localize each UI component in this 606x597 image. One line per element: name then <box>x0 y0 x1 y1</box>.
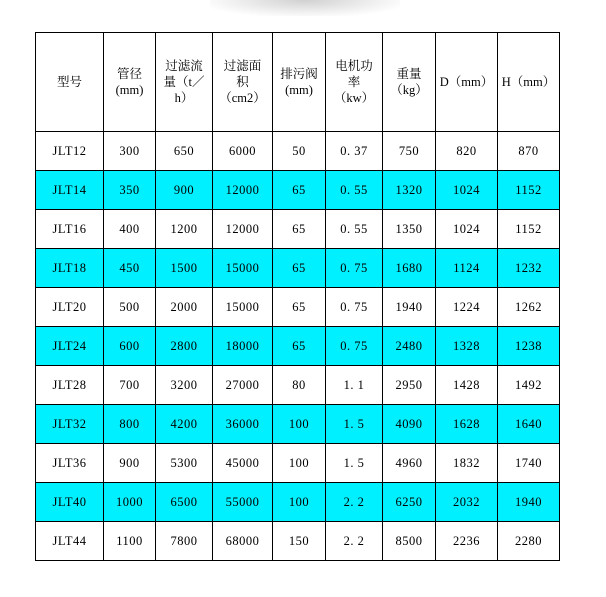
cell-weight: 4090 <box>383 405 436 444</box>
table-header <box>36 33 560 132</box>
scan-smudge <box>210 0 400 16</box>
cell-motor-power: 0. 75 <box>326 249 383 288</box>
header-line: h） <box>174 91 194 105</box>
cell-filter-area: 18000 <box>213 327 273 366</box>
header-line: （cm2） <box>219 91 266 105</box>
header-cell-pipe-diameter <box>104 33 156 132</box>
cell-filter-flow: 2800 <box>156 327 213 366</box>
cell-d: 1224 <box>436 288 498 327</box>
cell-motor-power: 2. 2 <box>326 483 383 522</box>
header-cell-filter-area <box>213 33 273 132</box>
cell-pipe-diameter: 900 <box>104 444 156 483</box>
cell-motor-power: 1. 5 <box>326 444 383 483</box>
cell-weight: 1680 <box>383 249 436 288</box>
header-cell-weight <box>383 33 436 132</box>
cell-drain-valve: 150 <box>273 522 326 561</box>
cell-weight: 8500 <box>383 522 436 561</box>
table-row <box>36 171 560 210</box>
header-cell-d <box>436 33 498 132</box>
table-row <box>36 249 560 288</box>
cell-filter-area: 15000 <box>213 288 273 327</box>
cell-filter-flow: 900 <box>156 171 213 210</box>
cell-drain-valve: 80 <box>273 366 326 405</box>
specification-table <box>35 32 560 561</box>
header-line: （kg） <box>390 83 428 97</box>
header-line: (mm) <box>115 83 144 97</box>
cell-filter-flow: 7800 <box>156 522 213 561</box>
header-line: D（mm） <box>439 75 494 89</box>
cell-pipe-diameter: 1100 <box>104 522 156 561</box>
header-line: 管径 <box>116 67 142 81</box>
cell-filter-flow: 2000 <box>156 288 213 327</box>
cell-model: JLT32 <box>36 405 104 444</box>
table-row <box>36 444 560 483</box>
cell-motor-power: 2. 2 <box>326 522 383 561</box>
table-row <box>36 132 560 171</box>
table-row <box>36 405 560 444</box>
table-row <box>36 483 560 522</box>
cell-weight: 1320 <box>383 171 436 210</box>
header-line: 过滤流 <box>165 59 203 73</box>
cell-pipe-diameter: 600 <box>104 327 156 366</box>
cell-drain-valve: 65 <box>273 288 326 327</box>
cell-filter-flow: 4200 <box>156 405 213 444</box>
cell-filter-flow: 1500 <box>156 249 213 288</box>
cell-h: 1640 <box>498 405 560 444</box>
spec-table-container <box>35 32 559 561</box>
cell-h: 1740 <box>498 444 560 483</box>
cell-d: 1428 <box>436 366 498 405</box>
cell-h: 1262 <box>498 288 560 327</box>
cell-model: JLT24 <box>36 327 104 366</box>
cell-filter-area: 45000 <box>213 444 273 483</box>
header-line: H（mm） <box>501 75 556 89</box>
cell-weight: 1940 <box>383 288 436 327</box>
cell-h: 870 <box>498 132 560 171</box>
cell-h: 1152 <box>498 210 560 249</box>
cell-model: JLT36 <box>36 444 104 483</box>
header-line: 率 <box>347 75 361 89</box>
cell-filter-flow: 1200 <box>156 210 213 249</box>
cell-filter-area: 12000 <box>213 171 273 210</box>
cell-filter-area: 36000 <box>213 405 273 444</box>
cell-weight: 2480 <box>383 327 436 366</box>
cell-d: 1024 <box>436 171 498 210</box>
cell-weight: 4960 <box>383 444 436 483</box>
cell-filter-area: 68000 <box>213 522 273 561</box>
cell-drain-valve: 65 <box>273 210 326 249</box>
header-cell-model <box>36 33 104 132</box>
cell-d: 2236 <box>436 522 498 561</box>
cell-d: 820 <box>436 132 498 171</box>
header-line: 排污阀 <box>280 67 318 81</box>
cell-pipe-diameter: 400 <box>104 210 156 249</box>
header-line: 电机功 <box>335 59 373 73</box>
cell-weight: 2950 <box>383 366 436 405</box>
cell-motor-power: 0. 37 <box>326 132 383 171</box>
cell-pipe-diameter: 1000 <box>104 483 156 522</box>
header-cell-motor-power <box>326 33 383 132</box>
header-cell-h <box>498 33 560 132</box>
cell-h: 1492 <box>498 366 560 405</box>
cell-filter-flow: 5300 <box>156 444 213 483</box>
header-cell-filter-flow <box>156 33 213 132</box>
cell-filter-flow: 650 <box>156 132 213 171</box>
header-cell-drain-valve <box>273 33 326 132</box>
cell-motor-power: 1. 5 <box>326 405 383 444</box>
cell-drain-valve: 100 <box>273 405 326 444</box>
cell-pipe-diameter: 450 <box>104 249 156 288</box>
cell-drain-valve: 65 <box>273 249 326 288</box>
cell-model: JLT12 <box>36 132 104 171</box>
cell-model: JLT44 <box>36 522 104 561</box>
cell-drain-valve: 50 <box>273 132 326 171</box>
cell-motor-power: 0. 55 <box>326 171 383 210</box>
header-row <box>36 33 560 132</box>
header-line: 型号 <box>56 75 82 89</box>
cell-h: 1232 <box>498 249 560 288</box>
cell-model: JLT18 <box>36 249 104 288</box>
cell-d: 1124 <box>436 249 498 288</box>
cell-filter-flow: 6500 <box>156 483 213 522</box>
cell-h: 1238 <box>498 327 560 366</box>
cell-model: JLT14 <box>36 171 104 210</box>
header-line: 积 <box>236 75 249 89</box>
cell-weight: 750 <box>383 132 436 171</box>
cell-motor-power: 0. 55 <box>326 210 383 249</box>
cell-model: JLT28 <box>36 366 104 405</box>
cell-d: 1328 <box>436 327 498 366</box>
cell-pipe-diameter: 500 <box>104 288 156 327</box>
cell-filter-area: 15000 <box>213 249 273 288</box>
cell-d: 2032 <box>436 483 498 522</box>
cell-pipe-diameter: 700 <box>104 366 156 405</box>
header-line: （kw） <box>333 91 375 105</box>
table-body <box>36 132 560 561</box>
cell-filter-area: 6000 <box>213 132 273 171</box>
cell-h: 1152 <box>498 171 560 210</box>
cell-motor-power: 0. 75 <box>326 327 383 366</box>
cell-h: 2280 <box>498 522 560 561</box>
header-line: (mm) <box>285 83 313 97</box>
cell-drain-valve: 100 <box>273 444 326 483</box>
header-line: 过滤面 <box>223 59 262 73</box>
cell-drain-valve: 100 <box>273 483 326 522</box>
cell-d: 1024 <box>436 210 498 249</box>
cell-drain-valve: 65 <box>273 327 326 366</box>
cell-h: 1940 <box>498 483 560 522</box>
cell-weight: 6250 <box>383 483 436 522</box>
cell-filter-flow: 3200 <box>156 366 213 405</box>
cell-pipe-diameter: 300 <box>104 132 156 171</box>
header-line: 量（t／ <box>163 75 205 89</box>
cell-d: 1628 <box>436 405 498 444</box>
cell-model: JLT20 <box>36 288 104 327</box>
cell-drain-valve: 65 <box>273 171 326 210</box>
cell-motor-power: 0. 75 <box>326 288 383 327</box>
cell-motor-power: 1. 1 <box>326 366 383 405</box>
cell-filter-area: 12000 <box>213 210 273 249</box>
cell-filter-area: 55000 <box>213 483 273 522</box>
table-row <box>36 288 560 327</box>
table-row <box>36 210 560 249</box>
cell-model: JLT40 <box>36 483 104 522</box>
cell-weight: 1350 <box>383 210 436 249</box>
cell-model: JLT16 <box>36 210 104 249</box>
table-row <box>36 327 560 366</box>
table-row <box>36 522 560 561</box>
header-line: 重量 <box>396 67 422 81</box>
cell-pipe-diameter: 350 <box>104 171 156 210</box>
cell-pipe-diameter: 800 <box>104 405 156 444</box>
cell-filter-area: 27000 <box>213 366 273 405</box>
cell-d: 1832 <box>436 444 498 483</box>
table-row <box>36 366 560 405</box>
